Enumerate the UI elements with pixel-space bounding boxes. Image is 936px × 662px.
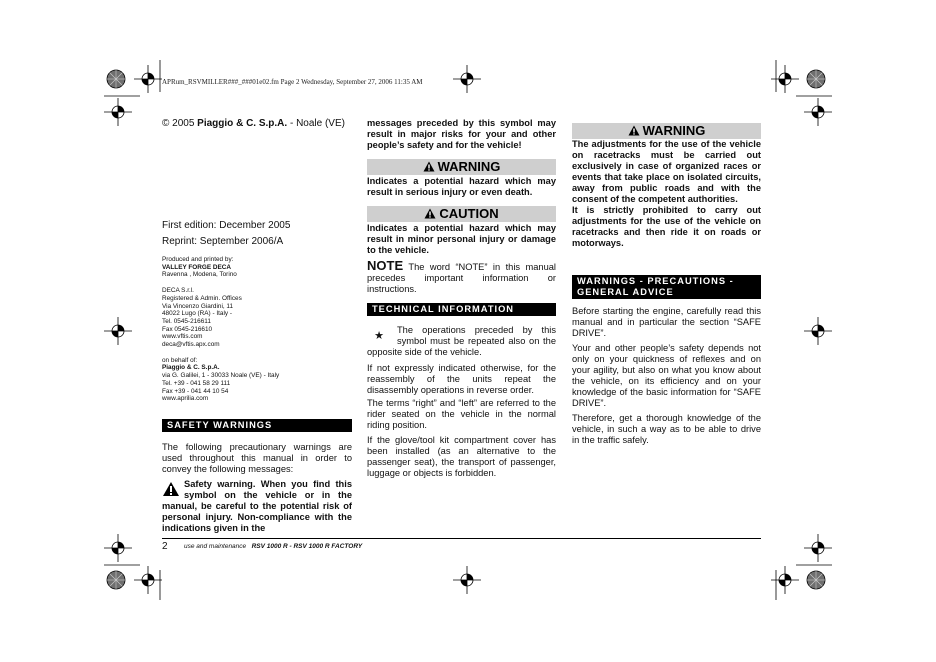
caution-label: CAUTION xyxy=(439,206,499,221)
warning-text: Indicates a potential hazard which may result in serious injury or even death. xyxy=(367,176,556,197)
column-1 xyxy=(162,118,352,130)
print-header: APRum_RSVMILLER###_###01e02.fm Page 2 Wednesday, September 27, 2006 11:35 AM xyxy=(162,78,423,86)
footer-text xyxy=(184,543,362,550)
copyright-line xyxy=(162,118,352,130)
footer-right: RSV 1000 R - RSV 1000 R FACTORY xyxy=(251,543,363,550)
registration-target-icon xyxy=(134,566,162,594)
footer-left: use and maintenance xyxy=(184,543,247,550)
deca-line: 48022 Lugo (RA) - Italy - xyxy=(162,310,232,318)
racetrack-warning-text-2: It is strictly prohibited to carry out adjustments for the use of the vehicle on racetracks and then ride it on roads or motorways. xyxy=(572,205,761,248)
registration-target-icon xyxy=(104,317,132,345)
registration-target-icon xyxy=(771,65,799,93)
warning-triangle-icon xyxy=(424,208,436,219)
producer-cities: Ravenna , Modena, Torino xyxy=(162,271,237,279)
note-text: The word “NOTE” in this manual precedes important information or instructions. xyxy=(367,262,556,294)
technical-information-heading: TECHNICAL INFORMATION xyxy=(367,303,556,316)
advice-paragraph-2: Your and other people’s safety depends not only on your quickness of reflexes and on your agility, but also on what you know about the vehicle, on its efficiency and on your knowledge of the basic information for “SAFE DRIVE”. xyxy=(572,343,761,408)
tech-paragraph-4: If the glove/tool kit compartment cover has been installed (as an alternative to the passenger seat), the transport of passenger, luggage or objects is forbidden. xyxy=(367,435,556,478)
registration-target-icon xyxy=(771,566,799,594)
warning-box xyxy=(572,123,761,139)
warning-triangle-icon xyxy=(628,125,640,136)
star-icon: ★ xyxy=(374,330,384,342)
caution-box xyxy=(367,206,556,222)
continued-text: messages preceded by this symbol may result in major risks for your and other people’s safety and for the vehicle! xyxy=(367,118,556,150)
deca-line: DECA S.r.l. xyxy=(162,287,194,295)
behalf-line: www.aprilia.com xyxy=(162,395,209,403)
registration-target-icon xyxy=(804,98,832,126)
first-edition: First edition: December 2005 xyxy=(162,220,291,231)
deca-line: Registered & Admin. Offices xyxy=(162,294,242,302)
producer-name: VALLEY FORGE DECA xyxy=(162,263,232,271)
color-swatch-icon xyxy=(107,571,125,589)
safety-warnings-heading: SAFETY WARNINGS xyxy=(162,419,352,432)
note-word: NOTE xyxy=(367,258,404,273)
registration-target-icon xyxy=(804,317,832,345)
advice-paragraph-1: Before starting the engine, carefully read this manual and in particular the section “SAFE DRIVE”. xyxy=(572,306,761,338)
warning-label: WARNING xyxy=(437,159,501,174)
note-paragraph xyxy=(367,260,556,295)
produced-label: Produced and printed by: xyxy=(162,256,234,263)
deca-line: Tel. 0545-216611 xyxy=(162,317,211,325)
tech-star-paragraph xyxy=(367,325,556,358)
tech-paragraph-3: The terms “right” and “left” are referred to the rider seated on the vehicle in the normal riding position. xyxy=(367,398,556,430)
deca-line: Via Vincenzo Giardini, 11 xyxy=(162,302,234,310)
registration-target-icon xyxy=(104,534,132,562)
behalf-line: via G. Galilei, 1 - 30033 Noale (VE) - Italy xyxy=(162,372,280,380)
behalf-name: Piaggio & C. S.p.A. xyxy=(162,364,220,372)
tech-star-text: The operations preceded by this symbol must be repeated also on the opposite side of the vehicle. xyxy=(367,325,556,357)
reprint: Reprint: September 2006/A xyxy=(162,236,284,247)
registration-target-icon xyxy=(104,98,132,126)
copyright-company: Piaggio & C. S.p.A. xyxy=(197,118,288,129)
registration-target-icon xyxy=(453,65,481,93)
registration-target-icon xyxy=(134,65,162,93)
warning-triangle-icon xyxy=(162,481,180,497)
copyright-prefix: © 2005 xyxy=(162,118,198,129)
deca-line: deca@vftis.apx.com xyxy=(162,341,220,349)
warning-label: WARNING xyxy=(642,123,706,138)
color-swatch-icon xyxy=(807,70,825,88)
copyright-suffix: - Noale (VE) xyxy=(287,118,345,129)
warning-triangle-icon xyxy=(423,161,435,172)
racetrack-warning xyxy=(572,139,761,249)
edition-block xyxy=(162,218,352,250)
deca-line: Fax 0545-216610 xyxy=(162,325,213,333)
behalf-label: on behalf of: xyxy=(162,356,198,364)
caution-text: Indicates a potential hazard which may result in minor personal injury or damage to the vehicle. xyxy=(367,223,556,255)
racetrack-warning-text-1: The adjustments for the use of the vehicle on racetracks must be carried out exclusively in case of organized races or events that take place on isolated circuits, away from public roads and with the consent of the competent authorities. xyxy=(572,139,761,204)
advice-paragraph-3: Therefore, get a thorough knowledge of the vehicle, in such a way as to be able to drive in the traffic safely. xyxy=(572,413,761,445)
color-swatch-icon xyxy=(107,70,125,88)
deca-line: www.vftis.com xyxy=(162,333,203,341)
safety-warning-paragraph xyxy=(162,479,352,534)
page-number: 2 xyxy=(162,541,168,552)
registration-target-icon xyxy=(453,566,481,594)
safety-warning-text: Safety warning. When you find this symbol on the vehicle or in the manual, be careful to the potential risk of personal injury. Non-compliance with the indications given in the xyxy=(162,479,352,533)
behalf-line: Fax +39 - 041 44 10 54 xyxy=(162,387,229,395)
imprint-block xyxy=(162,256,352,403)
footer-rule xyxy=(162,538,761,539)
registration-target-icon xyxy=(804,534,832,562)
general-advice-heading: WARNINGS - PRECAUTIONS - GENERAL ADVICE xyxy=(572,275,761,299)
tech-paragraph-2: If not expressly indicated otherwise, for the reassembly of the units repeat the disassembly operations in reverse order. xyxy=(367,363,556,395)
color-swatch-icon xyxy=(807,571,825,589)
safety-intro: The following precautionary warnings are used throughout this manual in order to convey the following messages: xyxy=(162,442,352,474)
warning-box xyxy=(367,159,556,175)
behalf-line: Tel. +39 - 041 58 29 111 xyxy=(162,379,231,387)
